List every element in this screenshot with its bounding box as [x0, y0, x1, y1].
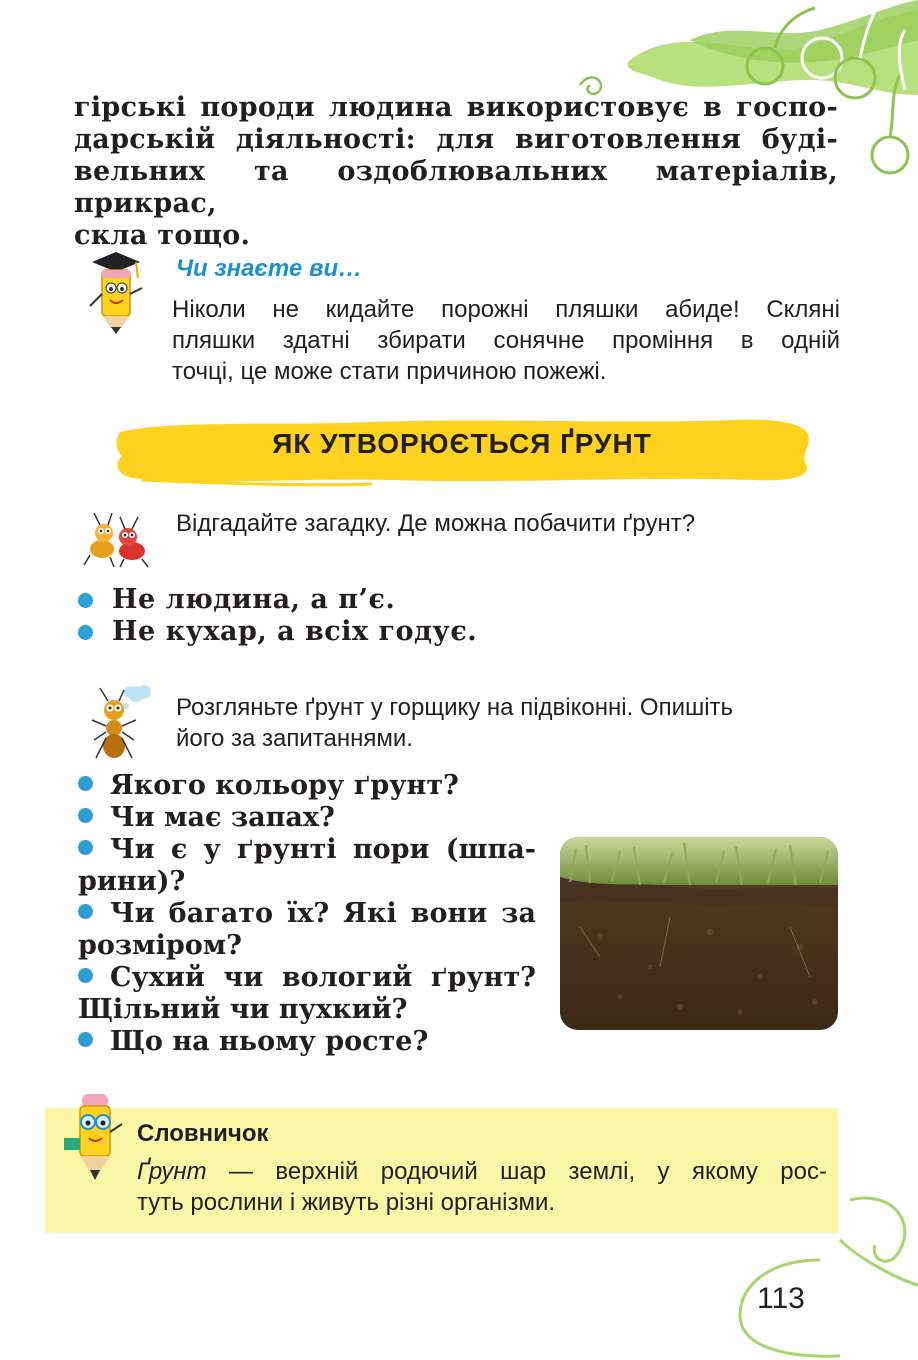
list-item — [78, 616, 477, 648]
bullet-icon — [78, 776, 93, 791]
glossary-title: Словничок — [137, 1120, 269, 1147]
intro-line: скла тощо. — [74, 220, 251, 251]
bullet-icon — [78, 625, 93, 640]
bullet-icon — [78, 840, 93, 855]
riddle-list — [78, 584, 477, 648]
list-item — [78, 802, 536, 834]
question-text: Чи є у ґрунті пори (шпа- — [110, 834, 536, 865]
pencil-graduate-icon — [84, 248, 148, 336]
fact-line: пляшки здатні збирати сонячне проміння в одній — [172, 327, 840, 354]
question-text: рини)? — [78, 866, 186, 897]
ant-thinking-icon — [86, 682, 156, 762]
list-item — [78, 834, 536, 898]
question-text: Щільний чи пухкий? — [78, 994, 408, 1025]
page-number: 113 — [757, 1282, 805, 1315]
question-text: Якого кольору ґрунт? — [110, 770, 459, 801]
intro-line: дарській діяльності: для виготовлення буді- — [74, 124, 838, 155]
ants-pair-icon — [80, 505, 156, 569]
intro-paragraph — [74, 92, 838, 252]
did-you-know-text — [172, 294, 840, 387]
swirl-decoration-icon — [700, 1190, 918, 1360]
intro-line: вельних та оздоблювальних матеріалів, прикрас, — [74, 156, 838, 219]
list-item — [78, 962, 536, 1026]
bullet-icon — [78, 968, 93, 983]
list-item — [78, 770, 536, 802]
list-item — [78, 898, 536, 962]
glossary-def-line: туть рослини і живуть різні організми. — [137, 1189, 556, 1216]
glossary-term: Ґрунт — [137, 1158, 207, 1185]
question-text: розміром? — [78, 930, 242, 961]
observe-line: Розгляньте ґрунт у горщику на підвіконні. Опишіть — [176, 694, 734, 721]
pencil-glasses-icon — [62, 1088, 128, 1186]
question-text: Чи багато їх? Які вони за — [110, 898, 536, 929]
riddle-prompt: Відгадайте загадку. Де можна побачити ґрунт? — [176, 510, 696, 537]
bullet-icon — [78, 593, 93, 608]
list-item — [78, 1026, 536, 1058]
did-you-know-title: Чи знаєте ви… — [176, 255, 363, 282]
fact-line: точці, це може стати причиною пожежі. — [172, 358, 607, 385]
section-title: ЯК УТВОРЮЄТЬСЯ ҐРУНТ — [272, 428, 652, 459]
bullet-icon — [78, 904, 93, 919]
question-text: Що на ньому росте? — [110, 1026, 429, 1057]
bullet-icon — [78, 1032, 93, 1047]
observe-line: його за запитаннями. — [176, 725, 413, 752]
bullet-icon — [78, 808, 93, 823]
list-item — [78, 584, 477, 616]
question-text: Сухий чи вологий ґрунт? — [110, 962, 536, 993]
question-text: Чи має запах? — [110, 802, 335, 833]
riddle-line: Не кухар, а всіх годує. — [112, 616, 478, 647]
riddle-line: Не людина, а п’є. — [112, 584, 396, 615]
glossary-def-line: — верхній родючий шар землі, у якому рос- — [206, 1158, 827, 1185]
observe-prompt — [176, 692, 840, 754]
fact-line: Ніколи не кидайте порожні пляшки абиде! Скляні — [172, 296, 840, 323]
question-list — [78, 770, 536, 1058]
soil-photo — [560, 837, 838, 1030]
intro-line: гірські породи людина використовує в госпо- — [74, 92, 838, 123]
